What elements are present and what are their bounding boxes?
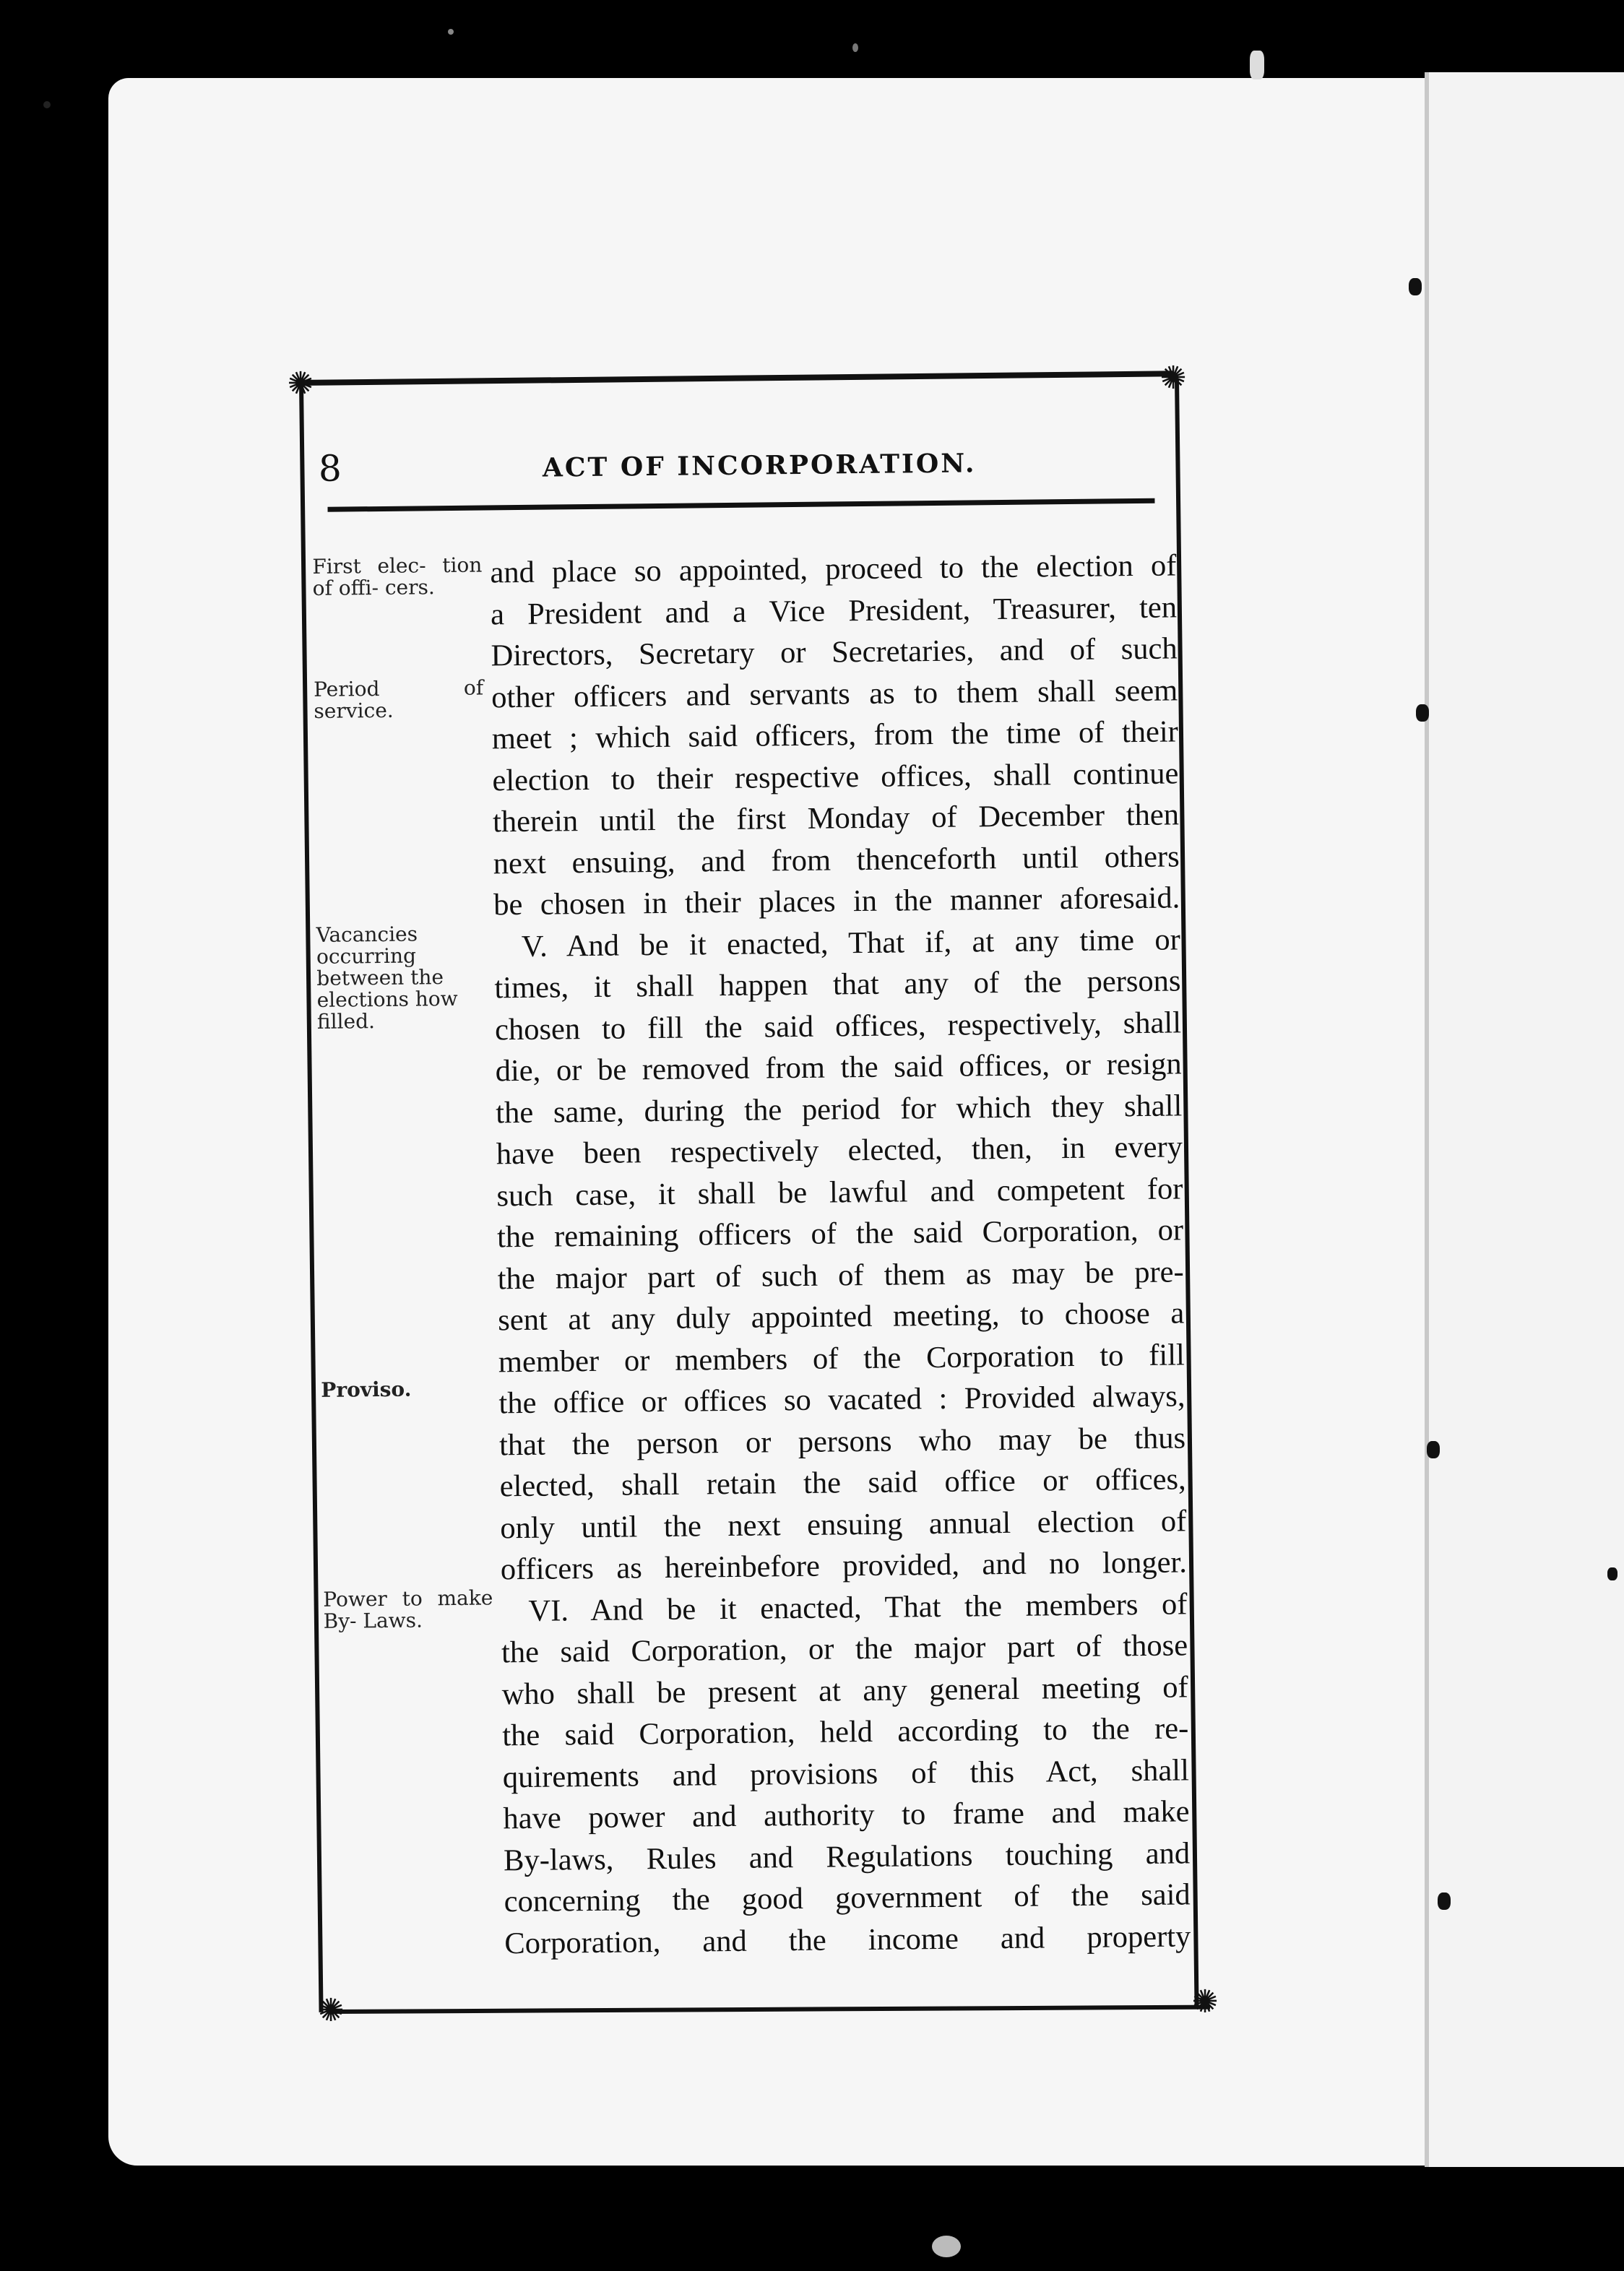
text-line: elected, shall retain the said office or offices, xyxy=(499,1462,1186,1504)
binding-hole xyxy=(1409,278,1422,295)
margin-note-first-election: First elec- tion of offi- cers. xyxy=(312,553,483,600)
text-line: that the person or persons who may be thus xyxy=(498,1420,1186,1462)
text-line: Directors, Secretary or Secretaries, and of such xyxy=(491,631,1178,673)
text-line: meet ; which said officers, from the time of their xyxy=(491,714,1179,756)
section-vi-start: VI. And be it enacted, That the members of xyxy=(528,1586,1188,1628)
margin-note-vacancies: Vacancies occurring between the elections how filled. xyxy=(316,922,458,1034)
text-line: concerning the good government of the said xyxy=(504,1877,1191,1919)
text-line: be chosen in their places in the manner aforesaid. xyxy=(493,881,1180,922)
section-v-start: V. And be it enacted, That if, at any time or xyxy=(521,922,1181,964)
binding-hole xyxy=(1607,1567,1617,1580)
text-line: chosen to fill the said offices, respectively, shall xyxy=(494,1005,1182,1047)
text-line: a President and a Vice President, Treasurer, ten xyxy=(490,589,1178,631)
margin-note-by-laws: Power to make By- Laws. xyxy=(323,1586,493,1633)
text-line: sent at any duly appointed meeting, to choose a xyxy=(498,1296,1185,1338)
margin-notes xyxy=(312,553,493,1633)
binding-hole xyxy=(1427,1441,1440,1458)
text-line: the office or offices so vacated : Provided always, xyxy=(498,1379,1185,1421)
text-line: such case, it shall be lawful and competent for xyxy=(496,1171,1183,1213)
binding-hole xyxy=(1416,704,1429,722)
margin-note-period-of-service: Period of service. xyxy=(313,675,484,723)
text-line: who shall be present at any general meeting of xyxy=(501,1669,1188,1711)
text-line: Corporation, and the income and property xyxy=(504,1919,1191,1960)
body-text xyxy=(490,545,1191,1964)
text-line: and place so appointed, proceed to the election of xyxy=(490,548,1177,590)
page-content xyxy=(311,395,1216,1994)
corner-ornament: ✺ xyxy=(1159,360,1187,397)
text-line: die, or be removed from the said offices, or resign xyxy=(495,1047,1182,1089)
running-head: ACT OF INCORPORATION. xyxy=(542,448,977,483)
text-line: election to their respective offices, shall continue xyxy=(492,756,1179,797)
gutter-fold xyxy=(1425,72,1429,2167)
facing-page-edge xyxy=(1427,72,1624,2167)
margin-note-proviso: Proviso. xyxy=(321,1377,412,1402)
corner-ornament: ✺ xyxy=(1191,1984,1219,2020)
corner-ornament: ✺ xyxy=(287,365,314,402)
text-line: the said Corporation, held according to the re- xyxy=(502,1711,1189,1753)
text-line: the same, during the period for which they shall xyxy=(496,1088,1183,1130)
page-number: 8 xyxy=(318,447,342,490)
text-line: the said Corporation, or the major part of those xyxy=(501,1628,1188,1670)
text-line: the remaining officers of the said Corporation, or xyxy=(496,1213,1184,1255)
text-line: have been respectively elected, then, in every xyxy=(496,1130,1183,1172)
text-line: next ensuing, and from thenceforth until others xyxy=(493,839,1180,881)
text-line: other officers and servants as to them shall seem xyxy=(491,672,1178,714)
text-line: By-laws, Rules and Regulations touching and xyxy=(503,1835,1191,1877)
text-line: therein until the first Monday of December then xyxy=(492,797,1180,839)
text-line: quirements and provisions of this Act, shall xyxy=(502,1752,1190,1794)
binding-hole xyxy=(1438,1892,1451,1910)
corner-ornament: ✺ xyxy=(317,1992,345,2029)
page-header xyxy=(319,439,1157,498)
text-line: times, it shall happen that any of the persons xyxy=(494,964,1181,1005)
text-line: officers as hereinbefore provided, and no longer. xyxy=(500,1545,1188,1587)
text-line: have power and authority to frame and make xyxy=(503,1794,1190,1836)
text-line: the major part of such of them as may be pre- xyxy=(497,1254,1184,1296)
header-rule xyxy=(327,498,1154,512)
text-line: member or members of the Corporation to fill xyxy=(498,1337,1185,1379)
text-line: only until the next ensuing annual election of xyxy=(500,1503,1187,1545)
